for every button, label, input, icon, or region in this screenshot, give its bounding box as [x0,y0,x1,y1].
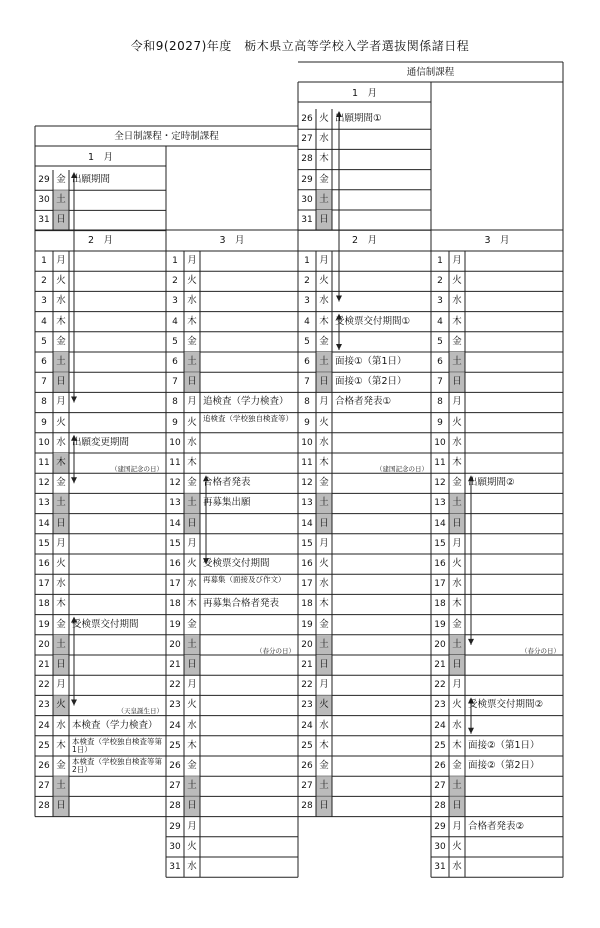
tsushin-feb-weekday: 土 [319,638,329,650]
page-title: 令和9(2027)年度 栃木県立高等学校入学者選抜関係諸日程 [130,39,470,53]
tsushin-feb-weekday: 土 [319,356,329,367]
zennichi-mar-day-number: 23 [169,700,181,711]
zennichi-mar-weekday: 日 [187,376,197,388]
zennichi-mar-day-number: 28 [169,801,181,812]
zennichi-feb-day-number: 20 [38,639,50,650]
tsushin-mar-day-number: 11 [434,458,446,468]
zennichi-feb-weekday: 火 [56,699,66,711]
tsushin-feb-day-number: 23 [301,700,313,711]
tsushin-mar-day-number: 22 [434,680,446,691]
zennichi-mar-day-number: 22 [169,680,181,691]
zennichi-header: 全日制課程・定時制課程 [114,131,219,142]
zennichi-mar-day-number: 7 [172,377,178,388]
zennichi-feb-weekday: 土 [56,780,66,792]
tsushin-feb-day-number: 18 [301,599,313,610]
tsushin-mar-weekday: 日 [452,659,462,670]
zennichi-mar-weekday: 水 [187,719,197,731]
zennichi-feb-weekday: 水 [56,578,66,590]
tsushin-feb-day-number: 2 [304,276,310,287]
zennichi-mar-day-number: 21 [169,660,181,670]
zennichi-feb-weekday: 火 [56,416,66,428]
tsushin-mar-weekday: 水 [452,295,462,307]
tsushin-jan-weekday: 火 [319,113,329,124]
zennichi-feb-weekday: 月 [56,255,66,266]
zennichi-mar-weekday: 水 [187,578,197,590]
tsushin-feb-weekday: 木 [319,457,329,468]
zennichi-jan-day-number: 30 [38,195,50,206]
tsushin-mar-weekday: 木 [452,315,462,327]
zennichi-feb-day-number: 12 [38,478,50,489]
zennichi-mar-weekday: 土 [187,497,197,509]
tsushin-feb-weekday: 月 [319,537,329,549]
zennichi-mar-day-number: 11 [169,458,181,468]
tsushin-mar-weekday: 火 [452,275,462,287]
tsushin-feb-weekday: 月 [319,255,329,266]
zennichi-mar-day-number: 3 [172,296,178,307]
tsushin-feb-weekday: 水 [319,295,329,307]
zennichi-feb-day-number: 1 [41,256,47,266]
tsushin-mar-day-number: 18 [434,599,446,610]
zennichi-mar-weekday: 金 [187,618,197,630]
zennichi-feb-day-number: 21 [38,660,50,670]
tsushin-feb-weekday: 日 [319,659,329,670]
zennichi-mar-day-number: 26 [169,761,181,771]
zennichi-feb-day-number: 5 [41,336,47,347]
tsushin-mar-day-number: 7 [437,377,443,388]
zennichi-mar-weekday: 木 [187,739,197,751]
zennichi-feb-weekday: 金 [56,618,66,630]
tsushin-feb-weekday: 日 [319,376,329,388]
tsushin-header: 通信制課程 [406,67,455,78]
zennichi-mar-day-number: 5 [172,336,178,347]
tsushin-mar-day-number: 8 [437,397,443,408]
tsushin-feb-day-number: 11 [301,458,313,468]
tsushin-mar-month: 3 月 [484,235,510,246]
tsushin-mar-day-number: 23 [434,700,446,711]
tsushin-feb-day-number: 28 [301,801,313,812]
tsushin-mar-day-number: 31 [434,862,446,872]
zennichi-mar-day-number: 25 [169,740,181,751]
zennichi-feb-weekday: 木 [56,315,66,327]
zennichi-feb-weekday: 火 [56,275,66,287]
zennichi-mar-weekday: 火 [187,275,197,287]
tsushin-jan-day-number: 29 [301,174,313,185]
zennichi-mar-day-number: 8 [172,397,178,408]
tsushin-mar-weekday: 土 [452,780,462,792]
tsushin-mar-note: （春分の日） [521,646,560,655]
zennichi-mar-day-number: 9 [172,417,178,428]
period-arrow-icon-head-down [336,344,342,350]
tsushin-mar-weekday: 金 [452,335,462,347]
zennichi-feb-weekday: 日 [56,659,66,670]
period-arrow-icon-head-down [468,639,474,645]
zennichi-jan-day-number: 29 [38,175,50,185]
tsushin-mar-day-number: 10 [434,437,446,448]
tsushin-mar-weekday: 火 [452,840,462,852]
zennichi-feb-weekday: 火 [56,558,66,569]
tsushin-feb-day-number: 1 [304,256,310,266]
zennichi-feb-weekday: 水 [56,436,66,448]
tsushin-mar-day-number: 2 [437,276,443,287]
tsushin-mar-weekday: 月 [452,679,462,691]
tsushin-mar-event: 面接②（第2日） [468,760,540,771]
tsushin-jan-day-number: 30 [301,194,313,205]
zennichi-feb-weekday: 水 [56,719,66,731]
zennichi-mar-weekday: 火 [187,416,197,428]
tsushin-feb-weekday: 水 [319,436,329,448]
tsushin-jan-day-number: 26 [301,114,313,124]
zennichi-feb-day-number: 11 [38,458,50,468]
zennichi-feb-note: （建国記念の日） [111,465,163,473]
tsushin-mar-weekday: 火 [452,416,462,428]
tsushin-feb-day-number: 6 [304,357,310,367]
tsushin-feb-day-number: 20 [301,639,313,650]
tsushin-mar-day-number: 5 [437,336,443,347]
zennichi-feb-event: 本検査（学校独自検査等第2日） [72,757,162,774]
zennichi-mar-day-number: 24 [169,720,181,731]
zennichi-jan-day-number: 31 [38,215,50,226]
zennichi-feb-weekday: 月 [56,537,66,549]
tsushin-jan-weekday: 日 [319,214,329,225]
zennichi-feb-day-number: 13 [38,498,50,509]
tsushin-mar-weekday: 日 [452,800,462,812]
zennichi-mar-event: 追検査（学力検査） [203,396,289,408]
zennichi-mar-note: （春分の日） [256,646,295,655]
zennichi-feb-day-number: 27 [38,781,50,792]
tsushin-jan-month: 1 月 [351,88,378,99]
zennichi-mar-weekday: 金 [187,477,197,489]
tsushin-feb-weekday: 日 [319,800,329,812]
zennichi-mar-day-number: 16 [169,559,181,569]
tsushin-mar-day-number: 9 [437,417,443,428]
tsushin-feb-weekday: 土 [319,497,329,509]
zennichi-feb-weekday: 月 [56,679,66,691]
zennichi-feb-day-number: 6 [41,357,47,367]
zennichi-mar-day-number: 14 [169,518,181,529]
tsushin-mar-day-number: 14 [434,518,446,529]
zennichi-feb-weekday: 水 [56,295,66,307]
tsushin-mar-day-number: 27 [434,781,446,792]
tsushin-mar-weekday: 月 [452,255,462,266]
tsushin-feb-day-number: 14 [301,518,313,529]
zennichi-feb-weekday: 木 [56,739,66,751]
tsushin-feb-day-number: 21 [301,660,313,670]
zennichi-feb-weekday: 木 [56,598,66,610]
tsushin-feb-weekday: 水 [319,719,329,731]
zennichi-mar-weekday: 日 [187,659,197,670]
zennichi-feb-day-number: 7 [41,377,47,388]
tsushin-feb-event: 面接①（第2日） [335,376,407,388]
tsushin-feb-day-number: 7 [304,377,310,388]
zennichi-jan-event: 出願期間 [72,174,111,185]
zennichi-feb-weekday: 木 [56,457,66,468]
zennichi-mar-weekday: 土 [187,638,197,650]
tsushin-jan-day-number: 31 [301,215,313,225]
zennichi-mar-month: 3 月 [219,235,245,246]
zennichi-mar-day-number: 27 [169,781,181,792]
zennichi-feb-weekday: 金 [56,477,66,489]
zennichi-mar-day-number: 15 [169,538,181,549]
zennichi-feb-event: 出願変更期間 [72,436,130,448]
zennichi-feb-weekday: 土 [56,497,66,509]
tsushin-mar-weekday: 水 [452,436,462,448]
tsushin-mar-day-number: 28 [434,801,446,812]
tsushin-feb-day-number: 12 [301,478,313,489]
zennichi-feb-day-number: 28 [38,801,50,812]
tsushin-mar-weekday: 月 [452,820,462,832]
tsushin-feb-weekday: 火 [319,275,329,287]
zennichi-mar-day-number: 31 [169,862,181,872]
tsushin-mar-day-number: 29 [434,821,446,832]
tsushin-feb-day-number: 15 [301,538,313,549]
zennichi-jan-month: 1 月 [87,152,114,163]
tsushin-feb-weekday: 月 [319,396,329,408]
tsushin-feb-event: 合格者発表① [335,396,392,408]
tsushin-mar-day-number: 26 [434,761,446,771]
tsushin-mar-weekday: 月 [452,396,462,408]
tsushin-mar-event: 出願期間② [468,477,515,489]
zennichi-feb-day-number: 19 [38,619,50,630]
zennichi-mar-day-number: 1 [172,256,178,266]
tsushin-jan-weekday: 土 [319,193,329,205]
zennichi-mar-weekday: 火 [187,699,197,711]
tsushin-feb-day-number: 3 [304,296,310,307]
tsushin-feb-weekday: 木 [319,598,329,610]
tsushin-feb-day-number: 26 [301,761,313,771]
tsushin-mar-day-number: 17 [434,579,446,590]
zennichi-mar-day-number: 30 [169,841,181,852]
period-arrow-icon-head-down [468,728,474,734]
zennichi-mar-weekday: 月 [187,396,197,408]
tsushin-feb-day-number: 27 [301,781,313,792]
zennichi-mar-weekday: 木 [187,315,197,327]
zennichi-feb-day-number: 10 [38,437,50,448]
zennichi-feb-day-number: 17 [38,579,50,590]
zennichi-feb-weekday: 金 [56,335,66,347]
tsushin-feb-weekday: 月 [319,679,329,691]
tsushin-mar-day-number: 25 [434,740,446,751]
zennichi-mar-weekday: 日 [187,517,197,529]
zennichi-feb-event: 本検査（学校独自検査等第1日） [72,736,162,754]
zennichi-mar-weekday: 金 [187,335,197,347]
tsushin-feb-day-number: 25 [301,740,313,751]
tsushin-mar-weekday: 火 [452,558,462,569]
zennichi-mar-day-number: 10 [169,437,181,448]
tsushin-mar-weekday: 土 [452,638,462,650]
tsushin-feb-day-number: 19 [301,619,313,630]
zennichi-mar-day-number: 17 [169,579,181,590]
tsushin-feb-month: 2 月 [351,235,378,246]
zennichi-mar-weekday: 月 [187,537,197,549]
zennichi-feb-day-number: 3 [41,296,47,307]
tsushin-mar-day-number: 19 [434,619,446,630]
tsushin-feb-weekday: 金 [319,335,329,347]
zennichi-mar-event: 合格者発表 [203,477,251,489]
tsushin-feb-weekday: 火 [319,416,329,428]
zennichi-mar-weekday: 水 [187,436,197,448]
tsushin-mar-weekday: 金 [452,760,462,771]
tsushin-jan-weekday: 水 [319,133,329,145]
zennichi-feb-event: 本検査（学力検査） [72,719,158,731]
zennichi-feb-weekday: 日 [56,517,66,529]
zennichi-mar-weekday: 土 [187,780,197,792]
tsushin-mar-day-number: 16 [434,559,446,569]
tsushin-mar-weekday: 金 [452,618,462,630]
tsushin-mar-day-number: 30 [434,841,446,852]
tsushin-mar-weekday: 水 [452,578,462,590]
zennichi-feb-weekday: 日 [56,376,66,388]
tsushin-feb-weekday: 火 [319,558,329,569]
tsushin-mar-weekday: 水 [452,861,462,872]
zennichi-feb-day-number: 18 [38,599,50,610]
zennichi-feb-event: 受検票交付期間 [72,618,139,630]
tsushin-mar-weekday: 日 [452,376,462,388]
tsushin-jan-day-number: 27 [301,134,313,145]
tsushin-jan-day-number: 28 [301,154,313,165]
tsushin-mar-event: 受検票交付期間② [468,699,544,711]
tsushin-jan-weekday: 木 [319,153,329,165]
zennichi-feb-day-number: 25 [38,740,50,751]
zennichi-mar-day-number: 12 [169,478,181,489]
tsushin-mar-day-number: 15 [434,538,446,549]
tsushin-feb-day-number: 22 [301,680,313,691]
zennichi-mar-weekday: 木 [187,457,197,468]
tsushin-mar-event: 合格者発表② [468,820,525,832]
period-arrow-icon-head-down [71,700,77,706]
tsushin-feb-note: （建国記念の日） [376,465,428,473]
tsushin-feb-weekday: 水 [319,578,329,590]
zennichi-mar-day-number: 6 [172,357,178,367]
tsushin-feb-weekday: 火 [319,699,329,711]
tsushin-mar-weekday: 木 [452,739,462,751]
zennichi-mar-weekday: 木 [187,598,197,610]
tsushin-mar-weekday: 金 [452,477,462,489]
tsushin-mar-day-number: 6 [437,357,443,367]
tsushin-mar-day-number: 24 [434,720,446,731]
tsushin-feb-weekday: 金 [319,618,329,630]
zennichi-mar-day-number: 20 [169,639,181,650]
zennichi-mar-weekday: 水 [187,861,197,872]
zennichi-feb-month: 2 月 [87,235,114,246]
tsushin-mar-day-number: 21 [434,660,446,670]
tsushin-feb-day-number: 16 [301,559,313,569]
zennichi-mar-weekday: 土 [187,356,197,367]
tsushin-feb-day-number: 8 [304,397,310,408]
zennichi-mar-weekday: 金 [187,760,197,771]
zennichi-feb-weekday: 日 [56,800,66,812]
zennichi-jan-weekday: 日 [56,214,66,226]
zennichi-feb-day-number: 22 [38,680,50,691]
tsushin-mar-day-number: 20 [434,639,446,650]
tsushin-feb-day-number: 5 [304,336,310,347]
zennichi-mar-weekday: 日 [187,800,197,812]
tsushin-feb-day-number: 13 [301,498,313,509]
zennichi-mar-day-number: 4 [172,316,178,327]
tsushin-mar-weekday: 木 [452,457,462,468]
tsushin-feb-weekday: 日 [319,517,329,529]
tsushin-feb-weekday: 土 [319,780,329,792]
zennichi-feb-day-number: 4 [41,316,47,327]
zennichi-mar-event: 再募集出願 [203,497,251,509]
zennichi-feb-weekday: 土 [56,356,66,367]
tsushin-mar-day-number: 4 [437,316,443,327]
zennichi-mar-weekday: 月 [187,255,197,266]
zennichi-mar-event: 再募集合格者発表 [203,598,280,610]
tsushin-feb-event: 受検票交付期間① [335,315,411,327]
zennichi-mar-weekday: 月 [187,679,197,691]
zennichi-feb-day-number: 16 [38,559,50,569]
period-arrow-icon-head-down [71,477,77,483]
tsushin-mar-weekday: 日 [452,517,462,529]
zennichi-mar-day-number: 29 [169,821,181,832]
zennichi-feb-note: （天皇誕生日） [117,707,163,716]
tsushin-feb-weekday: 金 [319,477,329,489]
zennichi-mar-day-number: 18 [169,599,181,610]
period-arrow-icon-head-down [336,296,342,302]
zennichi-feb-day-number: 15 [38,538,50,549]
tsushin-feb-weekday: 木 [319,739,329,751]
tsushin-mar-weekday: 月 [452,537,462,549]
tsushin-feb-weekday: 木 [319,315,329,327]
tsushin-mar-weekday: 水 [452,719,462,731]
zennichi-mar-day-number: 19 [169,619,181,630]
tsushin-feb-weekday: 金 [319,760,329,771]
zennichi-feb-day-number: 2 [41,276,47,287]
zennichi-feb-day-number: 23 [38,700,50,711]
zennichi-mar-event: 受検票交付期間 [203,558,270,569]
zennichi-feb-day-number: 9 [41,417,47,428]
zennichi-jan-weekday: 土 [56,194,66,206]
zennichi-mar-event: 再募集（面接及び作文） [203,575,286,585]
tsushin-mar-weekday: 火 [452,699,462,711]
tsushin-mar-weekday: 土 [452,356,462,367]
zennichi-feb-day-number: 14 [38,518,50,529]
zennichi-jan-weekday: 金 [56,174,66,185]
tsushin-mar-weekday: 土 [452,497,462,509]
zennichi-mar-event: 追検査（学校独自検査等） [203,413,293,423]
zennichi-feb-weekday: 月 [56,396,66,408]
tsushin-mar-day-number: 1 [437,256,443,266]
zennichi-mar-day-number: 2 [172,276,178,287]
zennichi-feb-day-number: 24 [38,720,50,731]
tsushin-feb-event: 面接①（第1日） [335,356,407,367]
zennichi-feb-day-number: 26 [38,761,50,771]
zennichi-feb-weekday: 土 [56,638,66,650]
zennichi-feb-day-number: 8 [41,397,47,408]
tsushin-feb-day-number: 17 [301,579,313,590]
zennichi-mar-weekday: 月 [187,820,197,832]
tsushin-jan-weekday: 金 [319,173,329,185]
tsushin-mar-day-number: 3 [437,296,443,307]
tsushin-mar-day-number: 13 [434,498,446,509]
zennichi-mar-weekday: 水 [187,295,197,307]
period-arrow-icon-head-down [71,397,77,403]
tsushin-feb-day-number: 4 [304,316,310,327]
tsushin-feb-day-number: 9 [304,417,310,428]
zennichi-mar-weekday: 火 [187,558,197,569]
zennichi-mar-day-number: 13 [169,498,181,509]
tsushin-feb-day-number: 10 [301,437,313,448]
tsushin-mar-event: 面接②（第1日） [468,739,540,751]
tsushin-mar-weekday: 木 [452,598,462,610]
zennichi-mar-weekday: 火 [187,840,197,852]
tsushin-jan-event: 出願期間① [335,113,382,124]
tsushin-mar-day-number: 12 [434,478,446,489]
zennichi-feb-weekday: 金 [56,760,66,771]
tsushin-feb-day-number: 24 [301,720,313,731]
